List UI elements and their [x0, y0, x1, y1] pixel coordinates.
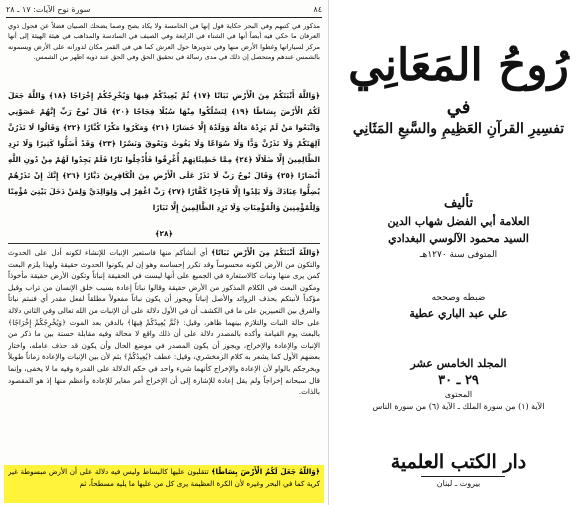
volume-label: المجلد الخامس عشر: [410, 357, 507, 370]
author-line-2: السيد محمود الآلوسي البغدادي: [388, 232, 529, 245]
commentary-body: أي أنشأكم منها فاستعير الإنبات للإنشاء لكونه أدل على الحدوث والتكون من الأرض لكونه محسوساً وقد تكرر إحساسه وهو إن لم يكونوا الحدوث حقيقة ولهذا يلزم البعث كمن يرى منها ونبات كالاستعارة في الجميع على أنها ليست في الحقيقة إنباتاً وتكون الأرض حقيقة مأخوذاً ومكون البعث في الكلام المذكور من الأرض حقيقة وقالوا نباتاً إعادة بسبب خلق الإنسان من تراب وقيل مؤكداً لأنبتكم بحذف الزوائد والأصل إنباتاً ويجوز أن يكون نباتاً مفعولاً مطلقاً لفعل مقدر أي فنبتم نباتاً والفرق بين التعبيرين على ما في الكشف أن في الأول دلالة على أن الإنبات من الله تعالى وفي الثاني دلالة على حالة النبات والتلازم بينهما ظاهر، وقيل: ﴿ثُمَّ يُعِيدُكُمْ فِيهَا﴾ بالدفن بعد الموت ﴿وَيُخْرِجُكُمْ إِخْرَاجًا﴾ بالبعث يوم القيامة وأكده بالمصدر دلالة على أن ذلك واقع لا محالة وفيه مقابلة حسنة بين ما ذكر من الإنبات والإعادة والإخراج، ويجوز أن يكون المصدر في موضع الحال وأن يكون قد حذف عامله، واختار بعضهم الأول كما يشعر به كلام الزمخشري، وقيل: عطف ﴿يُعِيدُكُمْ﴾ بثم لأن بين الإنبات والإعادة زماناً طويلاً ويخرجكم بالواو لأن الإعادة والإخراج كأنهما شيء واحد في حكم الدلالة على القدرة وفيه ما لا يخفى، وإنما قال سبحانه إخراجاً ولم يقل إعادة للإشارة إلى أن الإخراج أمر مغاير للإعادة وأعظم منها إذ هو المقصود بالذات.: [8, 248, 320, 397]
contents-label: المحتوى: [444, 390, 473, 399]
header-rule: [6, 17, 322, 18]
author-death-year: المتوفى سنة ١٢٧٠هـ: [419, 250, 498, 260]
section-divider: [8, 243, 320, 244]
commentary-paragraph: [8, 247, 320, 463]
running-head: [6, 4, 322, 16]
surah-reference: سورة نوح الآيات: ١٧ ـ ٢٨: [6, 5, 91, 14]
authorship-label: تأليف: [444, 196, 473, 211]
title-connector: في: [446, 97, 471, 118]
commentary-lead-verse: ﴿وَاللَّهُ أَنْبَتَكُمْ مِنَ الْأَرْضِ نَبَاتًا﴾: [211, 248, 320, 257]
book-title: [333, 34, 584, 146]
range-description: الآية (١) من سورة الملك ـ الآية (٦) من سورة الناس: [372, 402, 545, 411]
page-number: ٨٤: [313, 5, 322, 14]
publisher-rule: [421, 476, 505, 477]
intro-paragraph: مذكور في كتبهم وفي البحر حكاية قول إنها في الخامسة ولا يكاد يصح وصما يضحك الصبيان فضلاً عن فحول ذوي العرفان ما حكي فيه أيضاً أنها في الشتاء في الرابعة وفي الصيف في السادسة والمذاهب في هيئة الهيئة إلى أنها مركز لسياراتها وغطوا الأرض منها وفي تدويرها حول العرش كما هي في القمر مكان لدورانه على الأرض ويسمونه بالشمس عندهم ومتحصل إن ذلك في مدى رسالة في تحقيق الحق وفي الحق عند ذويه اظهر من الشمس.: [8, 22, 320, 62]
title-page-scan: [329, 0, 588, 505]
author-line-1: العلامة أبي الفضل شهاب الدين: [387, 215, 530, 228]
highlighted-passage: [8, 466, 320, 502]
publisher-city: بيروت ـ لبنان: [436, 479, 481, 488]
highlight-body: تتقلبون عليها كالبساط وليس فيه دلالة على أن الأرض مبسوطة غير كرية كما في البحر وغيره لأن الكرة العظيمة يرى كل من عليها ما يليه مسطحاً، ثم: [8, 467, 320, 488]
quran-verses-block: ﴿وَاللَّهُ أَنْبَتَكُمْ مِنَ الْأَرْضِ نَبَاتًا ﴿١٧﴾ ثُمَّ يُعِيدُكُمْ فِيهَا وَيُخْرِجُكُمْ إِخْرَاجًا ﴿١٨﴾ وَاللَّهُ جَعَلَ لَكُمُ الْأَرْضَ بِسَاطًا ﴿١٩﴾ لِتَسْلُكُوا مِنْهَا سُبُلًا فِجَاجًا ﴿٢٠﴾ قَالَ نُوحٌ رَبِّ إِنَّهُمْ عَصَوْنِي وَاتَّبَعُوا مَنْ لَمْ يَزِدْهُ مَالُهُ وَوَلَدُهُ إِلَّا خَسَارًا ﴿٢١﴾ وَمَكَرُوا مَكْرًا كُبَّارًا ﴿٢٢﴾ وَقَالُوا لَا تَذَرُنَّ آلِهَتَكُمْ وَلَا تَذَرُنَّ وَدًّا وَلَا سُوَاعًا وَلَا يَغُوثَ وَيَعُوقَ وَنَسْرًا ﴿٢٣﴾ وَقَدْ أَضَلُّوا كَثِيرًا وَلَا تَزِدِ الظَّالِمِينَ إِلَّا ضَلَالًا ﴿٢٤﴾ مِمَّا خَطِيئَاتِهِمْ أُغْرِقُوا فَأُدْخِلُوا نَارًا فَلَمْ يَجِدُوا لَهُمْ مِنْ دُونِ اللَّهِ أَنْصَارًا ﴿٢٥﴾ وَقَالَ نُوحٌ رَبِّ لَا تَذَرْ عَلَى الْأَرْضِ مِنَ الْكَافِرِينَ دَيَّارًا ﴿٢٦﴾ إِنَّكَ إِنْ تَذَرْهُمْ يُضِلُّوا عِبَادَكَ وَلَا يَلِدُوا إِلَّا فَاجِرًا كَفَّارًا ﴿٢٧﴾ رَبِّ اغْفِرْ لِي وَلِوَالِدَيَّ وَلِمَنْ دَخَلَ بَيْتِيَ مُؤْمِنًا وَلِلْمُؤْمِنِينَ وَالْمُؤْمِنَاتِ وَلَا تَزِدِ الظَّالِمِينَ إِلَّا تَبَارًا: [8, 91, 320, 212]
title-subtitle: تفسِيرِ القرآنِ العَظِيمِ والسَّبعِ المَثَانِي: [352, 121, 565, 137]
volume-range: ٢٩ ـ ٣٠: [438, 373, 479, 388]
editor-name: علي عبد الباري عطية: [409, 307, 508, 320]
title-main: رُوحُ المَعَانِي: [348, 40, 569, 91]
publisher-logo-text: دار الكتب العلمية: [390, 451, 527, 473]
editor-label: ضبطه وصححه: [431, 293, 486, 303]
highlight-lead-verse: ﴿وَاللَّهُ جَعَلَ لَكُمُ الْأَرْضَ بِسَاطًا﴾: [211, 467, 320, 476]
quran-verses-end: ﴿٢٨﴾: [155, 229, 173, 238]
